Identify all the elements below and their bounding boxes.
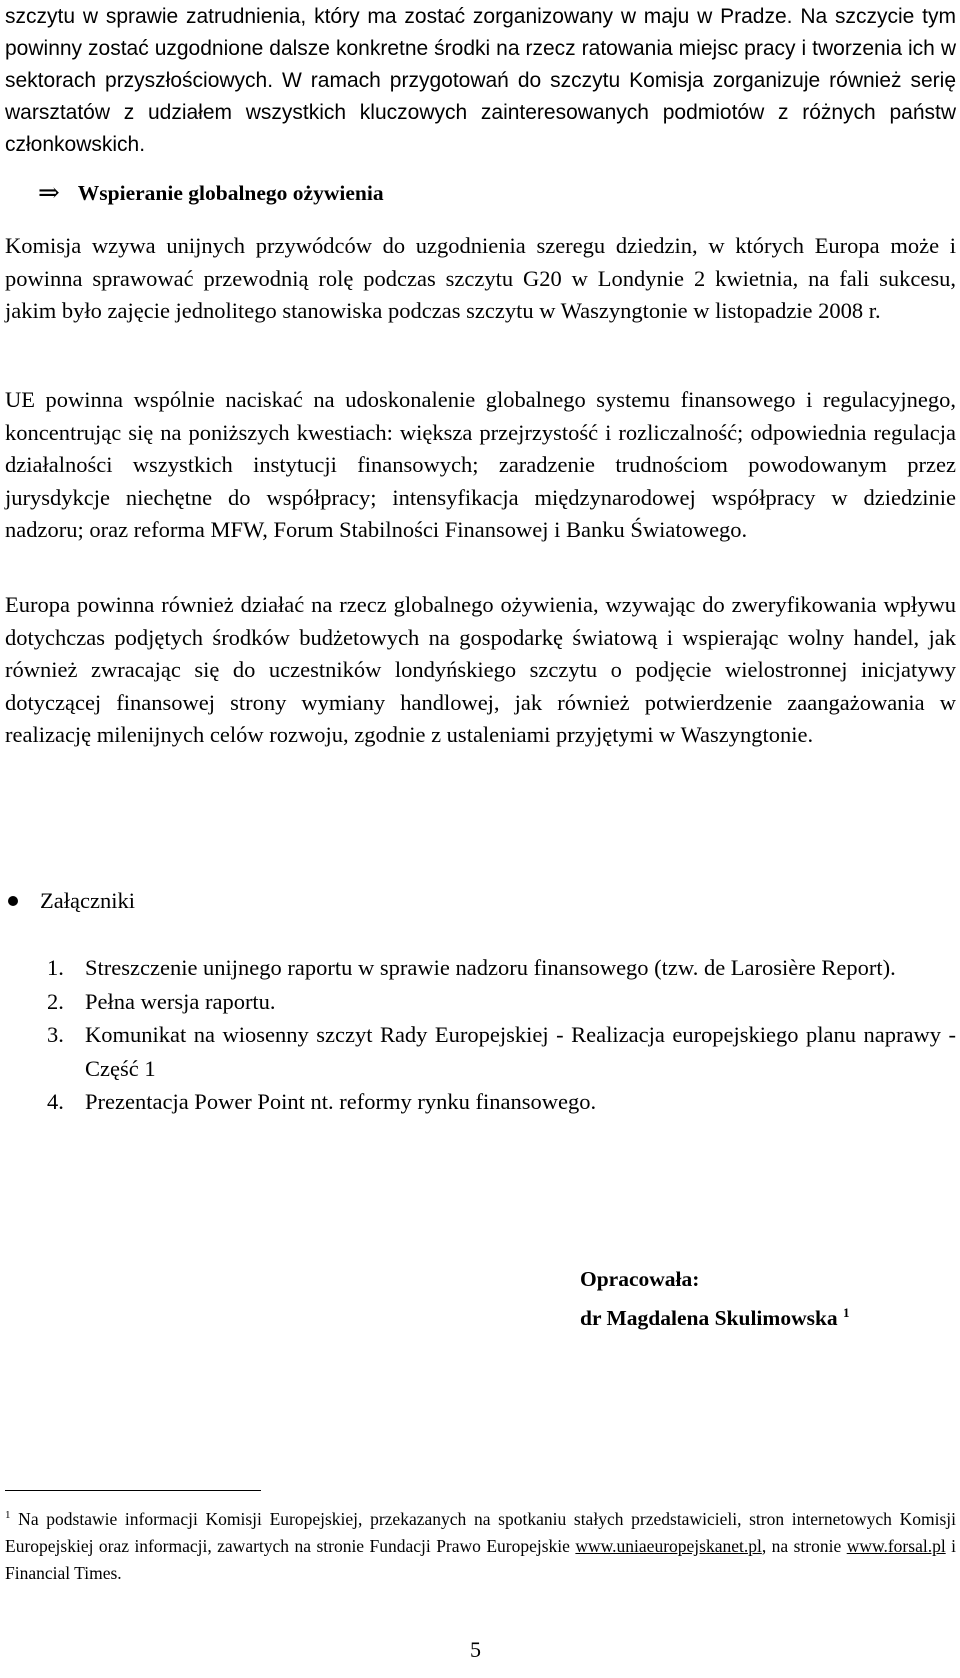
page-number: 5 [470,1637,481,1662]
list-item [47,951,956,985]
signature-name-line [580,1296,850,1335]
list-item-text: Komunikat na wiosenny szczyt Rady Europejskiej - Realizacja europejskiego planu naprawy - Część 1 [85,1022,956,1081]
footnote-marker: 1 [5,1509,11,1521]
attachments-label: Załączniki [40,888,135,913]
footnote-link-uniaeuropejskanet[interactable]: www.uniaeuropejskanet.pl [575,1535,762,1556]
attachments-list [47,951,956,1119]
list-item [47,1085,956,1119]
section-paragraph: UE powinna wspólnie naciskać na udoskonalenie globalnego systemu finansowego i regulacyjnego, koncentrując się na poniższych kwestiach: większa przejrzystość i rozliczalność; odpowiednia regulacja działalności wszystkich instytucji finansowych; zaradzenie trudnościom powodowanym przez jurysdykcje niechętne do współpracy; intensyfikacja międzynarodowej współpracy w dziedzinie nadzoru; oraz reforma MFW, Forum Stabilności Finansowej i Banku Światowego. [5,387,956,542]
list-item [47,1018,956,1085]
footnote-link-forsal[interactable]: www.forsal.pl [846,1535,946,1556]
list-item-number: 3. [47,1022,64,1047]
list-item-text: Streszczenie unijnego raportu w sprawie nadzoru finansowego (tzw. de Larosière Report). [85,955,896,980]
footnote-reference: 1 [843,1305,850,1320]
section-paragraph: Komisja wzywa unijnych przywódców do uzgodnienia szeregu dziedzin, w których Europa może i powinna sprawować przewodnią rolę podczas szczytu G20 w Londynie 2 kwietnia, na fali sukcesu, jakim było zajęcie jednolitego stanowiska podczas szczytu w Waszyngtonie w listopadzie 2008 r. [5,233,956,323]
footnote-divider [5,1490,261,1491]
section-heading [38,178,384,208]
footnote-text: Na podstawie informacji Komisji Europejskiej, przekazanych na spotkaniu stałych przedstawicieli, stron internetowych Komisji Europejskiej oraz informacji, zawartych na stronie Fundacji Prawo Europejskie [5,1508,956,1556]
signature-label: Opracowała: [580,1267,700,1291]
list-item-text: Pełna wersja raportu. [85,988,276,1014]
section-paragraph: Europa powinna również działać na rzecz globalnego ożywienia, wzywając do zweryfikowania wpływu dotychczas podjętych środków budżetowych na gospodarkę światową i wspierając wolny handel, jak również zwracając się do uczestników londyńskiego szczytu o podjęcie wielostronnej inicjatywy dotyczącej finansowej strony wymiany handlowej, jak również potwierdzenie zaangażowania w realizację milenijnych celów rozwoju, zgodnie z ustaleniami przyjętymi w Waszyngtonie. [5,592,956,747]
list-item-text: Prezentacja Power Point nt. reformy rynku finansowego. [85,1089,597,1114]
attachments-bullet [8,888,135,914]
list-item-number: 2. [47,988,64,1014]
signature-name: dr Magdalena Skulimowska [580,1306,838,1331]
footnote-text: i Financial Times. [5,1535,956,1583]
double-arrow-right-icon: ⇒ [38,178,60,207]
signature-block [580,1262,850,1335]
list-item-number: 1. [47,955,64,980]
footnote [5,1502,956,1587]
list-item [47,985,956,1019]
list-item-number: 4. [47,1089,64,1114]
footnote-text: , na stronie [761,1535,847,1556]
intro-paragraph: szczytu w sprawie zatrudnienia, który ma zostać zorganizowany w maju w Pradze. Na szczycie tym powinny zostać uzgodnione dalsze konkretne środki na rzecz ratowania miejsc pracy i tworzenia ich w sektorach przyszłościowych. W ramach przygotowań do szczytu Komisja zorganizuje również serię warsztatów z udziałem wszystkich kluczowych zainteresowanych podmiotów z różnych państw członkowskich. [5,5,956,156]
bullet-icon [8,896,18,906]
section-heading-text: Wspieranie globalnego ożywienia [77,180,384,205]
